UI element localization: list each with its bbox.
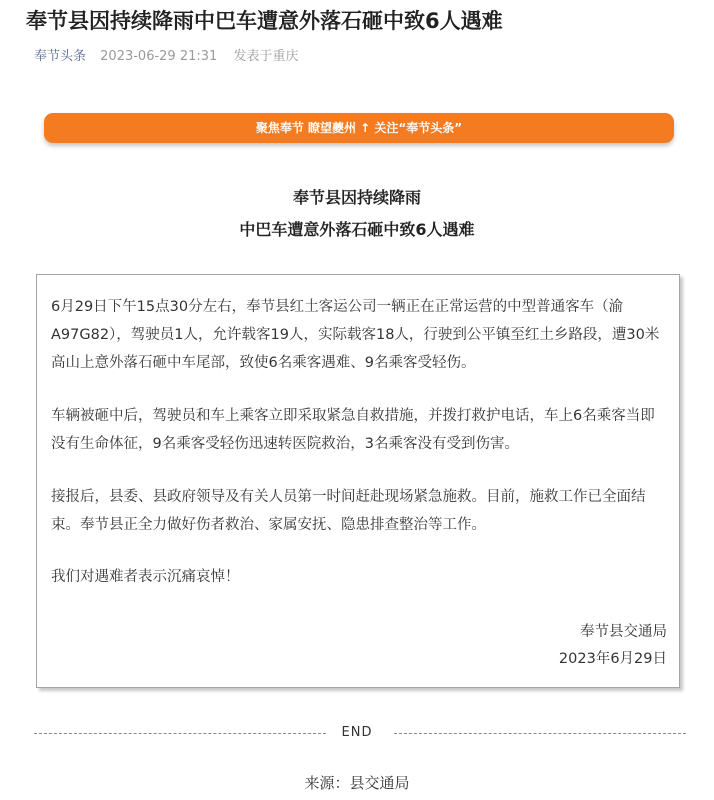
headline-line-2: 中巴车遭意外落石砸中致6人遇难 <box>239 220 475 239</box>
body-paragraph-3: 接报后，县委、县政府领导及有关人员第一时间赶赴现场紧急施救。目前，施救工作已全面结束。奉节县正全力做好伤者救治、家属安抚、隐患排查整治等工作。 <box>51 489 646 533</box>
end-label: END <box>341 725 373 740</box>
end-divider-right <box>394 733 686 734</box>
article-meta <box>34 48 298 66</box>
author-link[interactable]: 奉节头条 <box>34 49 87 64</box>
article-content-box <box>36 274 680 688</box>
publish-datetime: 2023-06-29 21:31 <box>100 49 218 64</box>
headline-line-1: 奉节县因持续降雨 <box>292 188 421 207</box>
signature-organization: 奉节县交通局 <box>580 624 667 640</box>
body-paragraph-1: 6月29日下午15点30分左右，奉节县红土客运公司一辆正在正常运营的中型普通客车（渝 A97G82），驾驶员1人，允许载客19人，实际载客18人，行驶到公平镇至红土乡路段，遭30米高山上意外落石砸中车尾部，致使6名乘客遇难、9名乘客受轻伤。 <box>51 299 660 371</box>
publish-location: 发表于重庆 <box>233 49 299 64</box>
source-line: 来源：县交通局 <box>304 774 410 792</box>
body-paragraph-4: 我们对遇难者表示沉痛哀悼！ <box>51 569 240 585</box>
body-paragraph-2: 车辆被砸中后，驾驶员和车上乘客立即采取紧急自救措施，并拨打救护电话，车上6名乘客当即没有生命体征，9名乘客受轻伤迅速转医院救治，3名乘客没有受到伤害。 <box>51 408 655 452</box>
article-title: 奉节县因持续降雨中巴车遭意外落石砸中致6人遇难 <box>26 9 503 33</box>
follow-banner[interactable]: 聚焦奉节 瞭望夔州 ↑ 关注“奉节头条” <box>44 113 674 143</box>
signature-date: 2023年6月29日 <box>558 651 667 667</box>
